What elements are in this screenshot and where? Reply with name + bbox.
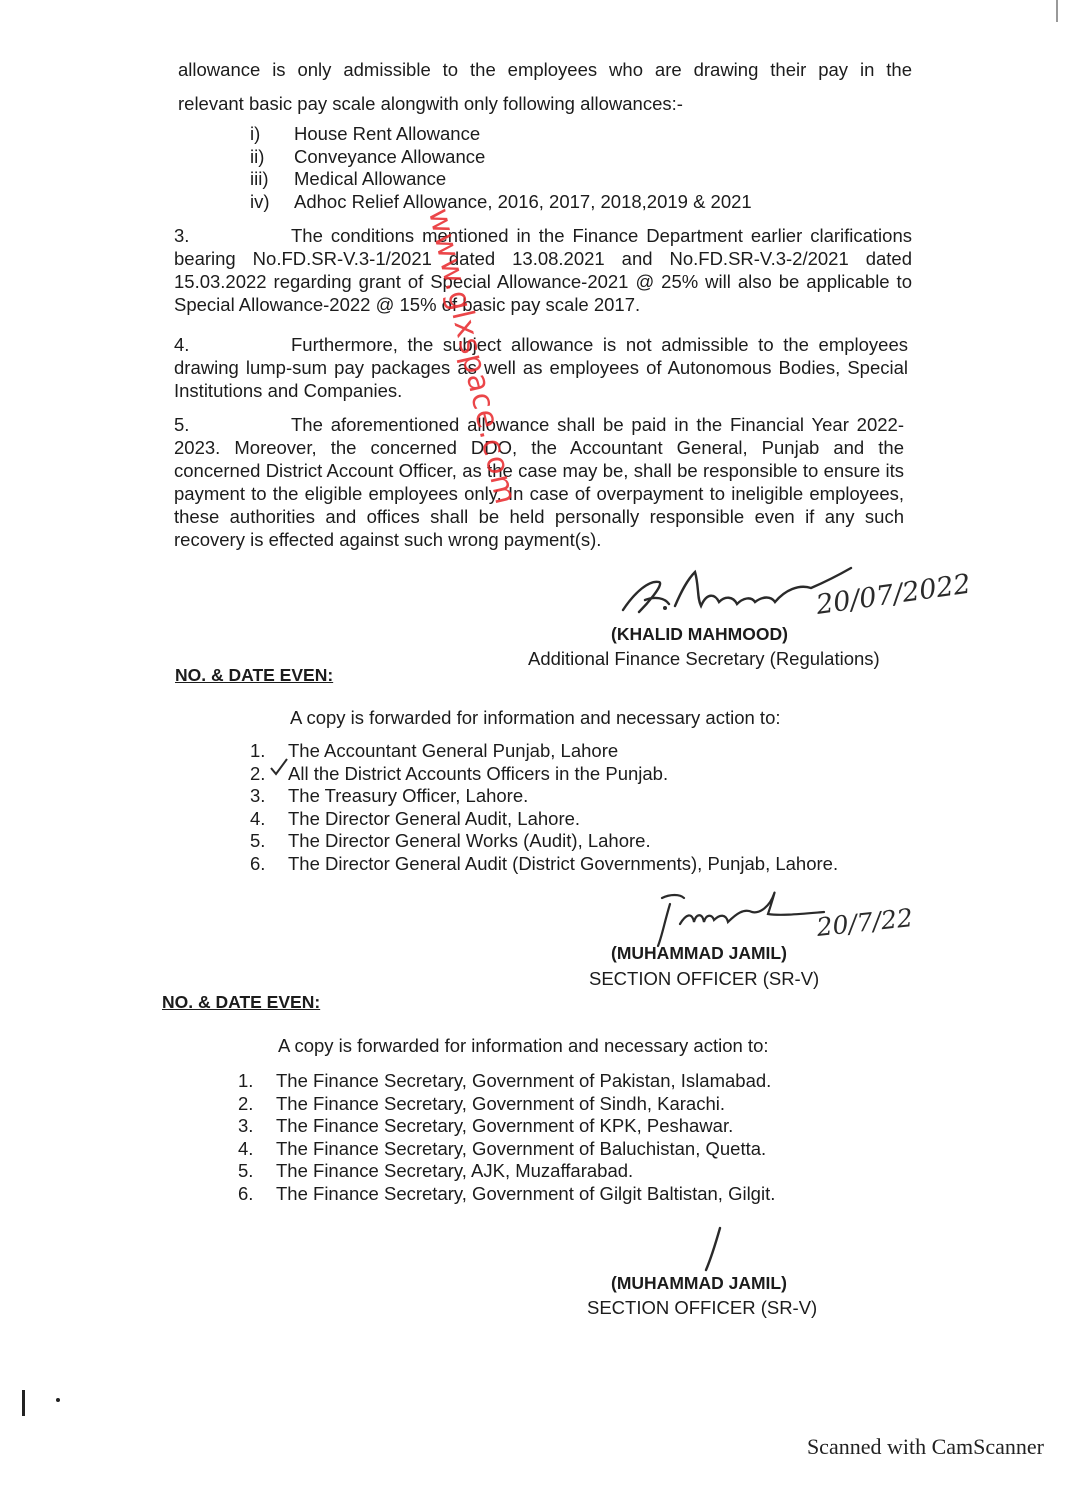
list-index: iv) xyxy=(250,190,270,212)
list-index: 6. xyxy=(250,852,266,874)
list-text: The Treasury Officer, Lahore. xyxy=(288,785,529,807)
intro-line-2: relevant basic pay scale alongwith only following allowances:- xyxy=(178,93,683,114)
section-1-intro: A copy is forwarded for information and necessary action to: xyxy=(290,707,781,728)
list-index: 5. xyxy=(238,1160,254,1182)
list-index: 1. xyxy=(250,740,266,761)
signature-muhammad-jamil-1 xyxy=(640,884,830,950)
list-index: 5. xyxy=(250,830,266,852)
paragraph-4 xyxy=(174,333,908,402)
list-text: The Finance Secretary, AJK, Muzaffarabad. xyxy=(276,1160,634,1182)
list-text: The Director General Works (Audit), Lahore. xyxy=(288,830,651,852)
list-text: The Accountant General Punjab, Lahore xyxy=(288,740,619,761)
section-1-heading: NO. & DATE EVEN: xyxy=(175,665,334,685)
list-index: 3. xyxy=(250,785,266,807)
camscanner-footer: Scanned with CamScanner xyxy=(806,1434,1044,1459)
list-item xyxy=(250,739,890,762)
list-item xyxy=(250,762,890,785)
list-index: 2. xyxy=(238,1092,254,1114)
list-item xyxy=(238,1159,878,1182)
list-item xyxy=(250,852,890,875)
list-item xyxy=(250,145,810,168)
list-text: The Finance Secretary, Government of Sindh, Karachi. xyxy=(276,1092,726,1114)
section-2-recipients xyxy=(238,1069,878,1205)
list-item xyxy=(250,122,810,145)
list-index: ii) xyxy=(250,145,265,167)
list-text: The Finance Secretary, Government of Baluchistan, Quetta. xyxy=(276,1137,767,1159)
signatory-3-title: SECTION OFFICER (SR-V) xyxy=(587,1297,818,1318)
list-index: i) xyxy=(250,123,261,144)
list-item xyxy=(250,807,890,830)
paragraph-text: Furthermore, the subject allowance is not admissible to the employees drawing lump-sum pay packages as well as employees of Autonomous Bodies, Special Institutions and Companies. xyxy=(174,334,908,401)
list-item xyxy=(250,784,890,807)
list-index: 1. xyxy=(238,1070,254,1091)
signature-muhammad-jamil-2 xyxy=(700,1224,730,1272)
list-text: The Director General Audit (District Governments), Punjab, Lahore. xyxy=(288,852,839,874)
intro-line-1: allowance is only admissible to the employees who are drawing their pay in the xyxy=(178,59,912,80)
list-index: 4. xyxy=(250,807,266,829)
list-text: The Director General Audit, Lahore. xyxy=(288,807,581,829)
list-index: 3. xyxy=(238,1115,254,1137)
signatory-1-title: Additional Finance Secretary (Regulations) xyxy=(528,648,880,669)
paragraph-text: The conditions mentioned in the Finance Department earlier clarifications bearing No.FD.SR-V.3-1/2021 dated 13.08.2021 and No.FD.SR-V.3-2/2021 dated 15.03.2022 regarding grant of Special Allowance-2021 @ 25% will also be applicable to Special Allowance-2022 @ 15% of basic pay scale 2017. xyxy=(174,225,912,315)
list-item xyxy=(250,829,890,852)
section-2-heading: NO. & DATE EVEN: xyxy=(162,992,321,1012)
list-text: House Rent Allowance xyxy=(294,123,481,144)
list-item xyxy=(250,167,810,190)
list-text: Medical Allowance xyxy=(294,168,447,190)
signatory-2-title: SECTION OFFICER (SR-V) xyxy=(589,968,820,989)
allowances-list xyxy=(250,122,810,212)
checkmark-icon xyxy=(268,756,290,778)
watermark-text: www.glxspace.com xyxy=(420,205,524,509)
list-item xyxy=(238,1137,878,1160)
signatory-1-name: (KHALID MAHMOOD) xyxy=(611,624,788,644)
list-text: All the District Accounts Officers in the Punjab. xyxy=(288,762,669,784)
section-2-intro: A copy is forwarded for information and necessary action to: xyxy=(278,1035,769,1056)
list-text: The Finance Secretary, Government of Pakistan, Islamabad. xyxy=(276,1070,772,1091)
paragraph-text: The aforementioned allowance shall be paid in the Financial Year 2022-2023. Moreover, the concerned DDO, the Accountant General, Punjab and the concerned District Account Officer, as the case may be, shall be responsible to ensure its payment to the eligible employees only. In case of overpayment to ineligible employees, these authorities and offices shall be held personally responsible even if any such recovery is effected against such wrong payment(s). xyxy=(174,414,904,550)
scan-artifact-dot xyxy=(56,1398,60,1402)
list-item xyxy=(238,1092,878,1115)
paragraph-number: 3. xyxy=(174,225,190,246)
list-text: Adhoc Relief Allowance, 2016, 2017, 2018,2019 & 2021 xyxy=(294,190,752,212)
list-item xyxy=(238,1114,878,1137)
paragraph-5 xyxy=(174,413,904,551)
list-index: iii) xyxy=(250,168,269,190)
paragraph-number: 5. xyxy=(174,414,190,435)
list-index: 6. xyxy=(238,1182,254,1204)
signature-date-2: 20/7/22 xyxy=(815,903,915,942)
signatory-3-name: (MUHAMMAD JAMIL) xyxy=(611,1273,787,1293)
scan-artifact-mark xyxy=(22,1390,25,1416)
list-text: The Finance Secretary, Government of KPK, Peshawar. xyxy=(276,1115,734,1137)
list-item xyxy=(238,1069,878,1092)
paragraph-number: 4. xyxy=(174,334,190,355)
list-item xyxy=(250,190,810,213)
list-text: Conveyance Allowance xyxy=(294,145,486,167)
list-text: The Finance Secretary, Government of Gilgit Baltistan, Gilgit. xyxy=(276,1182,776,1204)
list-item xyxy=(238,1182,878,1205)
section-1-recipients xyxy=(250,739,890,875)
paragraph-3 xyxy=(174,224,912,316)
list-index: 2. xyxy=(250,762,266,784)
list-index: 4. xyxy=(238,1137,254,1159)
scan-edge-line xyxy=(1056,0,1058,22)
signature-date-1: 20/07/2022 xyxy=(814,568,973,621)
signatory-2-name: (MUHAMMAD JAMIL) xyxy=(611,943,787,963)
